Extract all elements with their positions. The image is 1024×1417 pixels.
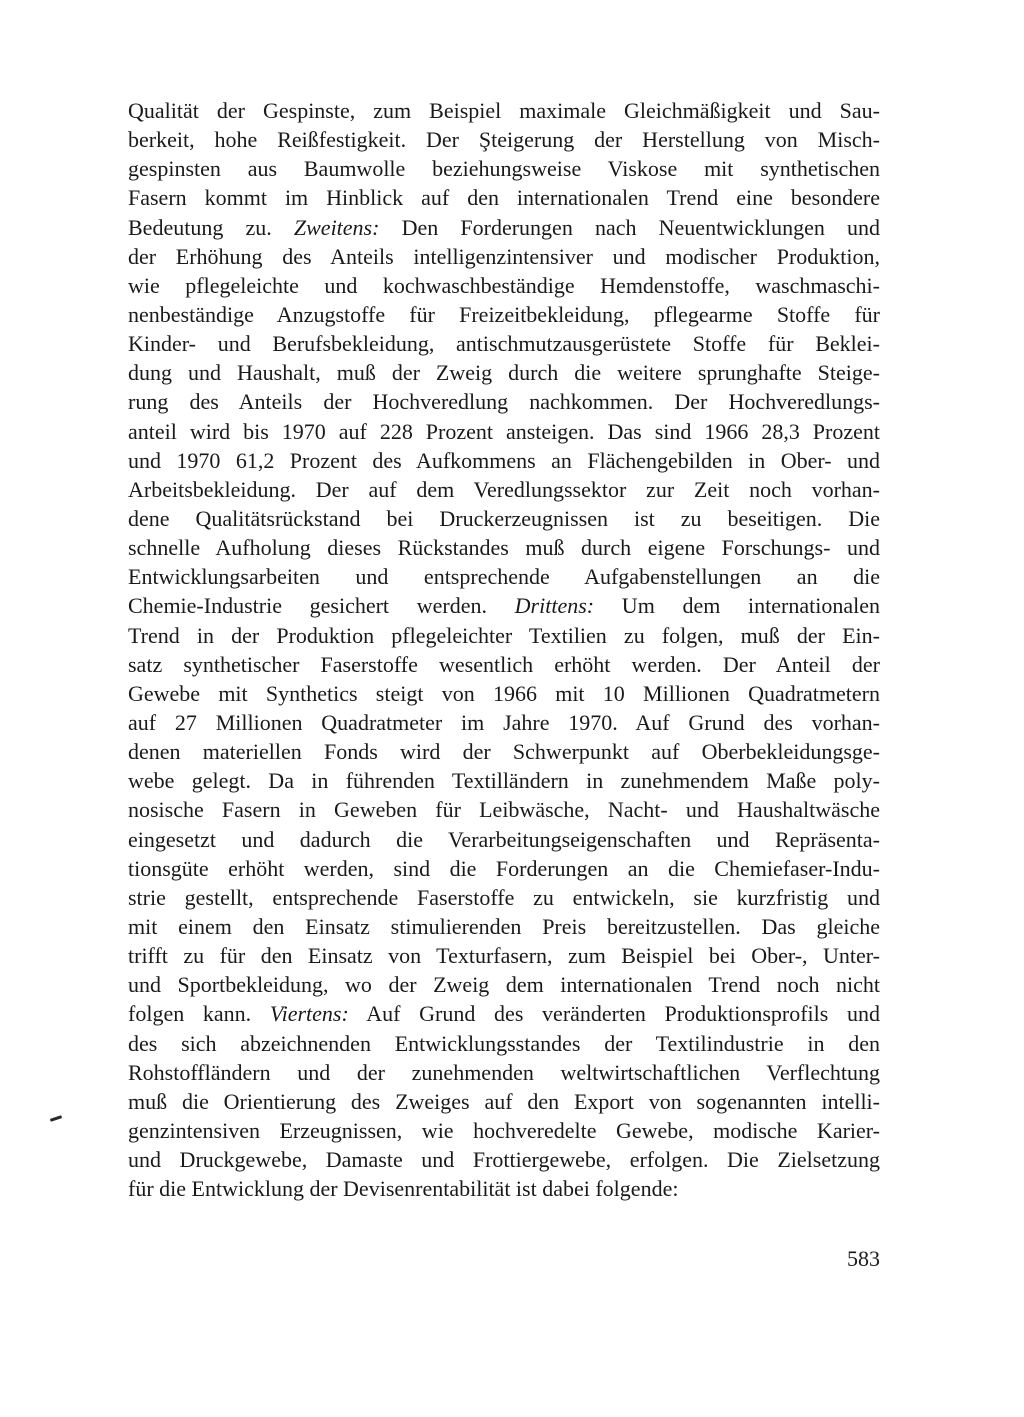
text-segment: Entwicklungsarbeiten und entsprechende Aufgabenstellungen an die <box>128 564 880 590</box>
text-line <box>128 1058 880 1087</box>
text-segment: nosische Fasern in Geweben für Leibwäsche, Nacht- und Haushaltwäsche <box>128 797 880 823</box>
text-segment: wie pflegeleichte und kochwaschbeständige Hemdenstoffe, waschmaschi- <box>128 272 880 298</box>
text-segment: Bedeutung zu. <box>128 214 294 240</box>
italic-text: Zweitens: <box>293 214 380 240</box>
text-segment: strie gestellt, entsprechende Faserstoffe zu entwickeln, sie kurzfristig und <box>128 884 880 910</box>
text-segment: Gewebe mit Synthetics steigt von 1966 mit 10 Millionen Quadratmetern <box>128 680 880 706</box>
text-segment: auf 27 Millionen Quadratmeter im Jahre 1970. Auf Grund des vorhan- <box>128 709 880 735</box>
text-line <box>128 650 880 679</box>
text-segment: anteil wird bis 1970 auf 228 Prozent ansteigen. Das sind 1966 28,3 Prozent <box>128 418 880 444</box>
page-number: 583 <box>847 1246 880 1271</box>
text-line <box>128 533 880 562</box>
text-line <box>128 300 880 329</box>
text-line <box>128 125 880 154</box>
text-line <box>128 504 880 533</box>
text-segment: Rohstoffländern und der zunehmenden weltwirtschaftlichen Verflechtung <box>128 1059 880 1085</box>
text-segment: dene Qualitätsrückstand bei Druckerzeugnissen ist zu beseitigen. Die <box>128 505 880 531</box>
text-line <box>128 795 880 824</box>
text-segment: Den Forderungen nach Neuentwicklungen und <box>379 214 880 240</box>
text-segment: für die Entwicklung der Devisenrentabilität ist dabei folgende: <box>128 1176 679 1202</box>
text-line <box>128 591 880 620</box>
text-line <box>128 1116 880 1145</box>
text-line <box>128 1029 880 1058</box>
text-line <box>128 96 880 125</box>
text-segment: tionsgüte erhöht werden, sind die Forderungen an die Chemiefaser-Indu- <box>128 855 880 881</box>
text-line <box>128 271 880 300</box>
text-segment: gespinsten aus Baumwolle beziehungsweise Viskose mit synthetischen <box>128 156 880 182</box>
text-line <box>128 708 880 737</box>
text-segment: muß die Orientierung des Zweiges auf den Export von sogenannten intelli- <box>128 1088 880 1114</box>
text-segment: dung und Haushalt, muß der Zweig durch die weitere sprunghafte Steige- <box>128 360 880 386</box>
text-line <box>128 1174 880 1203</box>
text-line <box>128 213 880 242</box>
text-line <box>128 1087 880 1116</box>
text-segment: webe gelegt. Da in führenden Textilländern in zunehmendem Maße poly- <box>128 768 880 794</box>
text-segment: und Sportbekleidung, wo der Zweig dem internationalen Trend noch nicht <box>128 972 880 998</box>
text-segment: Auf Grund des veränderten Produktionsprofils und <box>348 1001 880 1027</box>
text-segment: berkeit, hohe Reißfestigkeit. Der Şteigerung der Herstellung von Misch- <box>128 127 880 153</box>
text-line <box>128 679 880 708</box>
text-segment: Qualität der Gespinste, zum Beispiel maximale Gleichmäßigkeit und Sau- <box>128 98 880 123</box>
text-line <box>128 562 880 591</box>
text-line <box>128 854 880 883</box>
text-segment: eingesetzt und dadurch die Verarbeitungseigenschaften und Repräsenta- <box>128 826 880 852</box>
italic-text: Drittens: <box>514 593 595 619</box>
text-line <box>128 242 880 271</box>
margin-mark <box>50 1115 62 1122</box>
text-line <box>128 387 880 416</box>
text-segment: rung des Anteils der Hochveredlung nachkommen. Der Hochveredlungs- <box>128 389 880 415</box>
text-line <box>128 766 880 795</box>
text-line <box>128 970 880 999</box>
text-segment: des sich abzeichnenden Entwicklungsstandes der Textilindustrie in den <box>128 1030 880 1056</box>
text-segment: Chemie-Industrie gesichert werden. <box>128 593 515 619</box>
text-line <box>128 154 880 183</box>
text-segment: Um dem internationalen <box>594 593 881 619</box>
text-segment: denen materiellen Fonds wird der Schwerpunkt auf Oberbekleidungsge- <box>128 739 880 765</box>
text-segment: Trend in der Produktion pflegeleichter Textilien zu folgen, muß der Ein- <box>128 622 880 648</box>
text-segment: satz synthetischer Faserstoffe wesentlich erhöht werden. Der Anteil der <box>128 651 880 677</box>
text-segment: folgen kann. <box>128 1001 270 1027</box>
text-segment: Fasern kommt im Hinblick auf den internationalen Trend eine besondere <box>128 185 880 211</box>
text-line <box>128 912 880 941</box>
text-segment: mit einem den Einsatz stimulierenden Preis bereitzustellen. Das gleiche <box>128 913 880 939</box>
text-line <box>128 941 880 970</box>
text-segment: und Druckgewebe, Damaste und Frottiergewebe, erfolgen. Die Zielsetzung <box>128 1147 880 1173</box>
text-segment: nenbeständige Anzugstoffe für Freizeitbekleidung, pflegearme Stoffe für <box>128 301 880 327</box>
body-text <box>128 96 880 1203</box>
text-segment: und 1970 61,2 Prozent des Aufkommens an Flächengebilden in Ober- und <box>128 447 880 473</box>
text-line <box>128 417 880 446</box>
text-line <box>128 883 880 912</box>
text-segment: genzintensiven Erzeugnissen, wie hochveredelte Gewebe, modische Karier- <box>128 1117 880 1143</box>
text-line <box>128 329 880 358</box>
text-line <box>128 475 880 504</box>
text-line <box>128 737 880 766</box>
text-line <box>128 446 880 475</box>
text-segment: Arbeitsbekleidung. Der auf dem Veredlungssektor zur Zeit noch vorhan- <box>128 476 880 502</box>
text-line <box>128 825 880 854</box>
text-segment: trifft zu für den Einsatz von Texturfasern, zum Beispiel bei Ober-, Unter- <box>128 943 880 969</box>
text-segment: der Erhöhung des Anteils intelligenzintensiver und modischer Produktion, <box>128 243 880 269</box>
text-line <box>128 621 880 650</box>
text-line <box>128 358 880 387</box>
italic-text: Viertens: <box>269 1001 349 1027</box>
text-segment: Kinder- und Berufsbekleidung, antischmutzausgerüstete Stoffe für Beklei- <box>128 331 880 357</box>
text-line <box>128 1145 880 1174</box>
text-line <box>128 999 880 1028</box>
text-segment: schnelle Aufholung dieses Rückstandes muß durch eigene Forschungs- und <box>128 535 880 561</box>
text-line <box>128 183 880 212</box>
